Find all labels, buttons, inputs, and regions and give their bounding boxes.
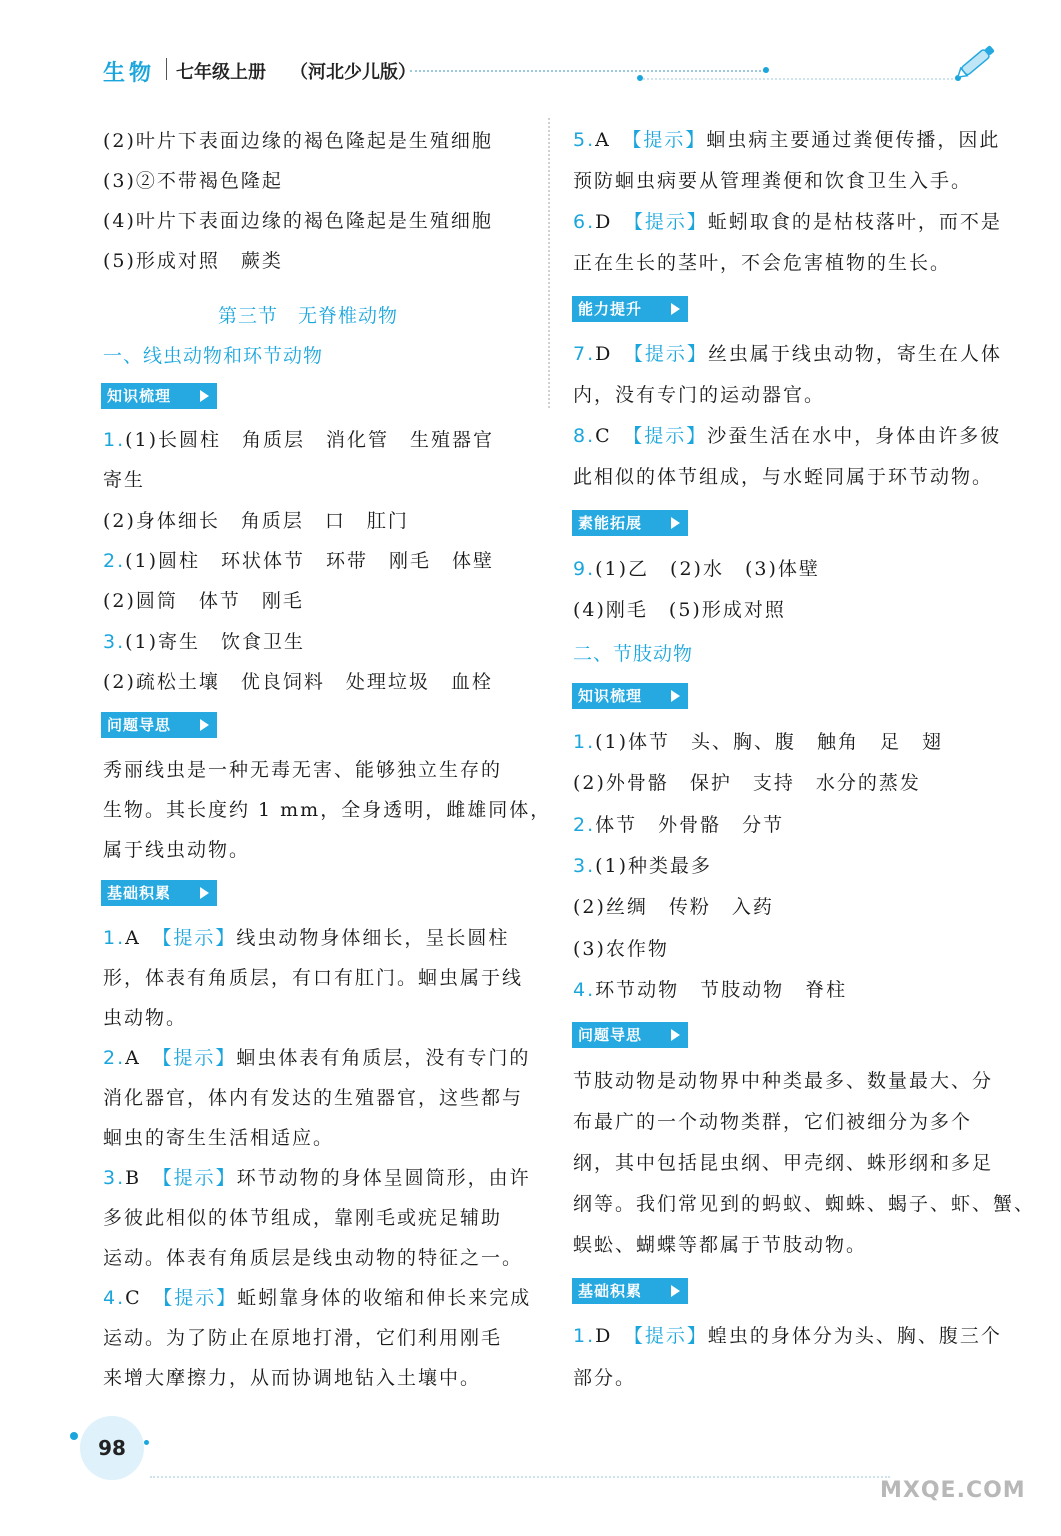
item-number: 3. <box>103 631 126 653</box>
tag-ability-improvement <box>572 296 688 322</box>
footer-dot <box>70 1432 78 1440</box>
answer-line: 此相似的体节组成，与水蛭同属于环节动物。 <box>573 466 994 488</box>
answer-line: (5)形成对照 蕨类 <box>103 250 283 272</box>
answer-line: 预防蛔虫病要从管理粪便和饮食卫生入手。 <box>573 170 973 192</box>
item-number: 6. <box>573 211 596 233</box>
footer-dot <box>144 1440 149 1445</box>
item-text: (1)种类最多 <box>595 855 713 877</box>
paragraph-line: 生物。其长度约 1 mm，全身透明，雌雄同体， <box>103 799 552 821</box>
answer-line <box>573 854 712 878</box>
item-number: 3. <box>103 1167 126 1189</box>
answer-choice: D <box>595 343 613 365</box>
item-number: 2. <box>103 550 126 572</box>
pen-icon <box>952 40 1002 82</box>
triangle-arrow-icon <box>671 1029 680 1041</box>
answer-line <box>103 1166 531 1190</box>
item-number: 1. <box>573 731 596 753</box>
answer-line: 运动。为了防止在原地打滑，它们利用刚毛 <box>103 1327 503 1349</box>
paragraph-line: 属于线虫动物。 <box>103 839 251 861</box>
watermark-logo: MXQE.COM <box>880 1478 1026 1503</box>
hint-label: 【提示】 <box>631 129 707 151</box>
paragraph-line: 纲等。我们常见到的蚂蚁、蜘蛛、蝎子、虾、蟹、 <box>573 1193 1036 1215</box>
paragraph-line: 布最广的一个动物类群，它们被细分为多个 <box>573 1111 973 1133</box>
answer-choice: C <box>595 425 612 447</box>
item-text: 体节 外骨骼 分节 <box>595 814 785 836</box>
answer-line: (2)丝绸 传粉 入药 <box>573 896 774 918</box>
tag-label: 知识梳理 <box>107 387 172 405</box>
answer-line: (2)身体细长 角质层 口 肛门 <box>103 510 409 532</box>
answer-choice: A <box>125 927 141 949</box>
answer-line: 正在生长的茎叶，不会危害植物的生长。 <box>573 252 952 274</box>
item-text: 环节动物 节肢动物 脊柱 <box>595 979 848 1001</box>
tag-label: 问题导思 <box>578 1026 643 1044</box>
section-title: 第三节 无脊椎动物 <box>218 305 399 327</box>
answer-line <box>103 428 494 452</box>
triangle-arrow-icon <box>671 690 680 702</box>
answer-line <box>573 128 1000 152</box>
item-number: 2. <box>573 814 596 836</box>
item-number: 9. <box>573 558 596 580</box>
answer-choice: D <box>595 211 613 233</box>
answer-line: 运动。体表有角质层是线虫动物的特征之一。 <box>103 1247 524 1269</box>
answer-line: 蛔虫的寄生生活相适应。 <box>103 1127 335 1149</box>
hint-text: 蝗虫的身体分为头、胸、腹三个 <box>707 1325 1002 1347</box>
hint-text: 蚯蚓靠身体的收缩和伸长来完成 <box>237 1287 532 1309</box>
tag-literacy-expansion <box>572 510 688 536</box>
item-text: (1)长圆柱 角质层 消化管 生殖器官 <box>125 429 495 451</box>
tag-basic-accumulation <box>572 1278 688 1304</box>
item-text: (1)乙 (2)水 (3)体壁 <box>595 558 820 580</box>
item-number: 2. <box>103 1047 126 1069</box>
grade-label: 七年级上册 <box>176 62 266 83</box>
hint-text: 线虫动物身体细长，呈长圆柱 <box>236 927 510 949</box>
item-number: 3. <box>573 855 596 877</box>
tag-knowledge-review <box>572 683 688 709</box>
answer-line <box>573 1324 1002 1348</box>
hint-label: 【提示】 <box>633 1325 708 1347</box>
item-text: (1)圆柱 环状体节 环带 刚毛 体壁 <box>125 550 495 572</box>
header-dot <box>637 75 643 81</box>
answer-line: 来增大摩擦力，从而协调地钻入土壤中。 <box>103 1367 482 1389</box>
answer-line: (3)农作物 <box>573 938 669 960</box>
triangle-arrow-icon <box>200 390 209 402</box>
triangle-arrow-icon <box>671 303 680 315</box>
tag-question-guide <box>572 1022 688 1048</box>
answer-line <box>103 926 509 950</box>
paragraph-line: 蜈蚣、蝴蝶等都属于节肢动物。 <box>573 1234 868 1256</box>
item-number: 1. <box>103 927 126 949</box>
paragraph-line: 秀丽线虫是一种无毒无害、能够独立生存的 <box>103 759 503 781</box>
paragraph-line: 纲，其中包括昆虫纲、甲壳纲、蛛形纲和多足 <box>573 1152 994 1174</box>
answer-choice: B <box>125 1167 142 1189</box>
triangle-arrow-icon <box>671 1285 680 1297</box>
answer-line <box>573 730 943 754</box>
item-number: 4. <box>103 1287 126 1309</box>
hint-label: 【提示】 <box>162 1287 238 1309</box>
tag-basic-accumulation <box>101 880 217 906</box>
answer-line: (3)②不带褐色隆起 <box>103 170 283 192</box>
answer-line: 形，体表有角质层，有口有肛门。蛔虫属于线 <box>103 967 524 989</box>
item-number: 1. <box>103 429 126 451</box>
answer-line <box>573 978 847 1002</box>
answer-choice: A <box>125 1047 141 1069</box>
hint-label: 【提示】 <box>162 1167 237 1189</box>
hint-label: 【提示】 <box>161 927 237 949</box>
item-number: 4. <box>573 979 596 1001</box>
hint-text: 蚯蚓取食的是枯枝落叶，而不是 <box>707 211 1002 233</box>
tag-label: 知识梳理 <box>578 687 643 705</box>
answer-line: (2)疏松土壤 优良饲料 处理垃圾 血栓 <box>103 671 493 693</box>
subsection-title: 一、线虫动物和环节动物 <box>103 345 324 367</box>
answer-choice: D <box>595 1325 613 1347</box>
answer-line: (2)外骨骼 保护 支持 水分的蒸发 <box>573 772 921 794</box>
triangle-arrow-icon <box>200 887 209 899</box>
answer-line: (4)叶片下表面边缘的褐色隆起是生殖细胞 <box>103 210 493 232</box>
triangle-arrow-icon <box>671 517 680 529</box>
tag-label: 基础积累 <box>107 884 172 902</box>
answer-choice: C <box>125 1287 142 1309</box>
tag-label: 问题导思 <box>107 716 172 734</box>
answer-line <box>573 557 820 581</box>
item-number: 8. <box>573 425 596 447</box>
subsection-title: 二、节肢动物 <box>573 643 694 665</box>
hint-text: 环节动物的身体呈圆筒形，由许 <box>236 1167 531 1189</box>
item-number: 7. <box>573 343 596 365</box>
item-text: (1)体节 头、胸、腹 触角 足 翅 <box>595 731 944 753</box>
page-header <box>0 0 1061 100</box>
triangle-arrow-icon <box>200 719 209 731</box>
subject-title: 生物 <box>103 61 156 86</box>
answer-line <box>573 342 1002 366</box>
hint-label: 【提示】 <box>632 425 708 447</box>
hint-label: 【提示】 <box>633 211 708 233</box>
item-number: 5. <box>573 129 596 151</box>
answer-line <box>573 424 1001 448</box>
tag-knowledge-review <box>101 383 217 409</box>
header-dotted-line-2 <box>640 78 960 80</box>
hint-text: 丝虫属于线虫动物，寄生在人体 <box>707 343 1002 365</box>
hint-text: 蛔虫体表有角质层，没有专门的 <box>236 1047 531 1069</box>
item-number: 1. <box>573 1325 596 1347</box>
answer-line <box>103 549 494 573</box>
answer-line <box>103 630 305 654</box>
answer-line: 多彼此相似的体节组成，靠刚毛或疣足辅助 <box>103 1207 503 1229</box>
item-text: (1)寄生 饮食卫生 <box>125 631 306 653</box>
hint-text: 沙蚕生活在水中，身体由许多彼 <box>707 425 1002 447</box>
edition-label: （河北少儿版） <box>290 62 416 83</box>
answer-line: (4)刚毛 (5)形成对照 <box>573 599 786 621</box>
answer-line: 虫动物。 <box>103 1007 188 1029</box>
tag-label: 素能拓展 <box>578 514 643 532</box>
answer-line <box>103 1286 531 1310</box>
answer-choice: A <box>595 129 611 151</box>
answer-line: (2)圆筒 体节 刚毛 <box>103 590 304 612</box>
header-divider <box>166 58 167 80</box>
page-number: 98 <box>80 1416 144 1480</box>
answer-line: 寄生 <box>103 469 146 491</box>
answer-line: 消化器官，体内有发达的生殖器官，这些都与 <box>103 1087 524 1109</box>
header-dotted-line <box>410 70 765 72</box>
header-dot <box>763 67 769 73</box>
tag-label: 基础积累 <box>578 1282 643 1300</box>
answer-line: (2)叶片下表面边缘的褐色隆起是生殖细胞 <box>103 130 493 152</box>
tag-question-guide <box>101 712 217 738</box>
answer-line: 部分。 <box>573 1367 637 1389</box>
answer-line <box>573 210 1002 234</box>
tag-label: 能力提升 <box>578 300 643 318</box>
hint-label: 【提示】 <box>161 1047 237 1069</box>
column-divider <box>548 118 550 408</box>
answer-line <box>573 813 784 837</box>
hint-text: 蛔虫病主要通过粪便传播，因此 <box>706 129 1001 151</box>
paragraph-line: 节肢动物是动物界中种类最多、数量最大、分 <box>573 1070 994 1092</box>
hint-label: 【提示】 <box>633 343 708 365</box>
answer-line <box>103 1046 530 1070</box>
footer-dotted-line <box>150 1476 890 1478</box>
answer-line: 内，没有专门的运动器官。 <box>573 384 826 406</box>
